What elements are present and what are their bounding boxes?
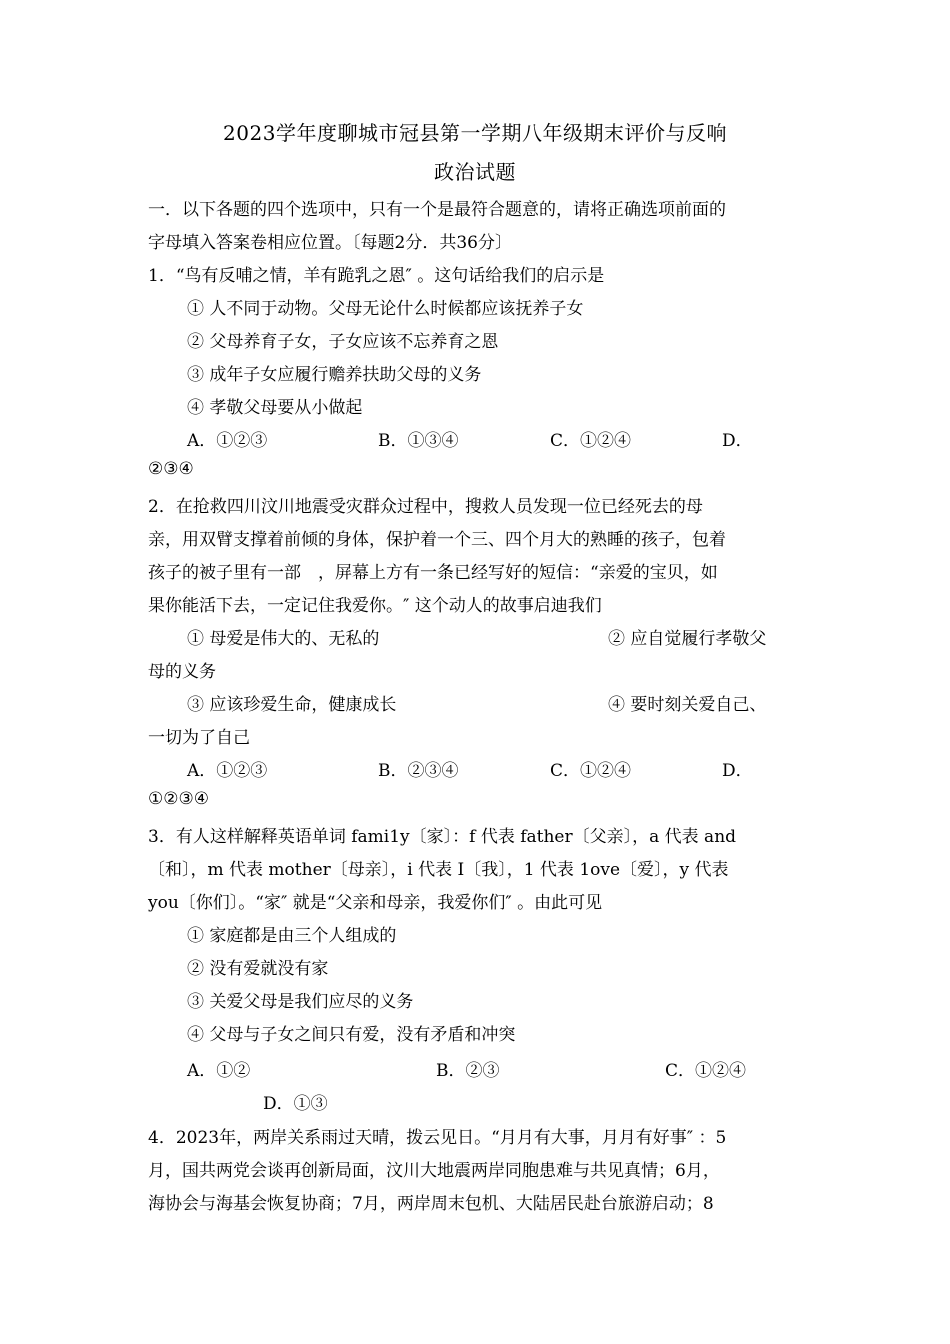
- q1-item-4: ④ 孝敬父母要从小做起: [187, 398, 363, 418]
- q3-item-2: ② 没有爱就没有家: [187, 959, 329, 979]
- q2-item-4-wrap: 一切为了自己: [148, 728, 250, 748]
- q2-stem-line-2: 亲，用双臂支撑着前倾的身体，保护着一个三、四个月大的熟睡的孩子，包着: [148, 530, 726, 550]
- q2-item-3: ③ 应该珍爱生命，健康成长: [187, 695, 397, 715]
- exam-subtitle: 政治试题: [434, 160, 516, 184]
- q2-option-a: A．①②③: [187, 761, 268, 781]
- q1-option-a: A．①②③: [187, 431, 268, 451]
- q3-item-3: ③ 关爱父母是我们应尽的义务: [187, 992, 414, 1012]
- q3-item-4: ④ 父母与子女之间只有爱，没有矛盾和冲突: [187, 1025, 516, 1045]
- q3-stem-line-3: you〔你们〕。“家″ 就是“父亲和母亲，我爱你们″ 。由此可见: [148, 893, 603, 913]
- q1-stem: 1．“鸟有反哺之情，羊有跪乳之恩″ 。这句话给我们的启示是: [148, 266, 605, 286]
- q1-option-b: B．①③④: [378, 431, 459, 451]
- q2-item-1: ① 母爱是伟大的、无私的: [187, 629, 380, 649]
- q1-option-d-wrap: ②③④: [148, 459, 194, 479]
- q3-option-c: C．①②④: [665, 1061, 747, 1081]
- q3-option-d: D．①③: [263, 1094, 328, 1114]
- q1-option-d: D．: [722, 431, 753, 451]
- q4-stem-line-3: 海协会与海基会恢复协商；7月，两岸周末包机、大陆居民赴台旅游启动；8: [148, 1194, 714, 1214]
- q2-stem-line-1: 2．在抢救四川汶川地震受灾群众过程中，搜救人员发现一位已经死去的母: [148, 497, 703, 517]
- q1-item-1: ① 人不同于动物。父母无论什么时候都应该抚养子女: [187, 299, 584, 319]
- q1-item-3: ③ 成年子女应履行赡养扶助父母的义务: [187, 365, 482, 385]
- q1-option-c: C．①②④: [550, 431, 632, 451]
- q3-stem-line-1: 3．有人这样解释英语单词 fami1y〔家〕：f 代表 father〔父亲〕，a 代表 and: [148, 827, 737, 847]
- q4-stem-line-2: 月，国共两党会谈再创新局面，汶川大地震两岸同胞患难与共见真情；6月，: [148, 1161, 720, 1181]
- q3-stem-line-2: 〔和〕，m 代表 mother〔母亲〕，i 代表 I〔我〕，1 代表 1ove〔爱〕，y 代表: [148, 860, 729, 880]
- q2-option-d-wrap: ①②③④: [148, 789, 209, 809]
- section-intro-line-1: 一．以下各题的四个选项中，只有一个是最符合题意的，请将正确选项前面的: [148, 200, 726, 220]
- q2-stem-line-3: 孩子的被子里有一部 ，屏幕上方有一条已经写好的短信：“亲爱的宝贝，如: [148, 563, 718, 583]
- q2-item-2-wrap: 母的义务: [148, 662, 216, 682]
- q3-item-1: ① 家庭都是由三个人组成的: [187, 926, 397, 946]
- q2-option-b: B．②③④: [378, 761, 459, 781]
- q2-item-2: ② 应自觉履行孝敬父: [608, 629, 767, 649]
- q1-item-2: ② 父母养育子女，子女应该不忘养育之恩: [187, 332, 499, 352]
- q3-option-a: A．①②: [187, 1061, 251, 1081]
- q2-item-4: ④ 要时刻关爱自己、: [608, 695, 767, 715]
- q2-stem-line-4: 果你能活下去，一定记住我爱你。″ 这个动人的故事启迪我们: [148, 596, 602, 616]
- exam-title: 2023学年度聊城市冠县第一学期八年级期末评价与反响: [223, 121, 727, 145]
- section-intro-line-2: 字母填入答案卷相应位置。〔每题2分．共36分〕: [148, 233, 512, 253]
- q2-option-d: D．: [722, 761, 753, 781]
- q4-stem-line-1: 4．2023年，两岸关系雨过天晴，拨云见日。“月月有大事，月月有好事″ ：5: [148, 1128, 727, 1148]
- q2-option-c: C．①②④: [550, 761, 632, 781]
- q3-option-b: B．②③: [436, 1061, 500, 1081]
